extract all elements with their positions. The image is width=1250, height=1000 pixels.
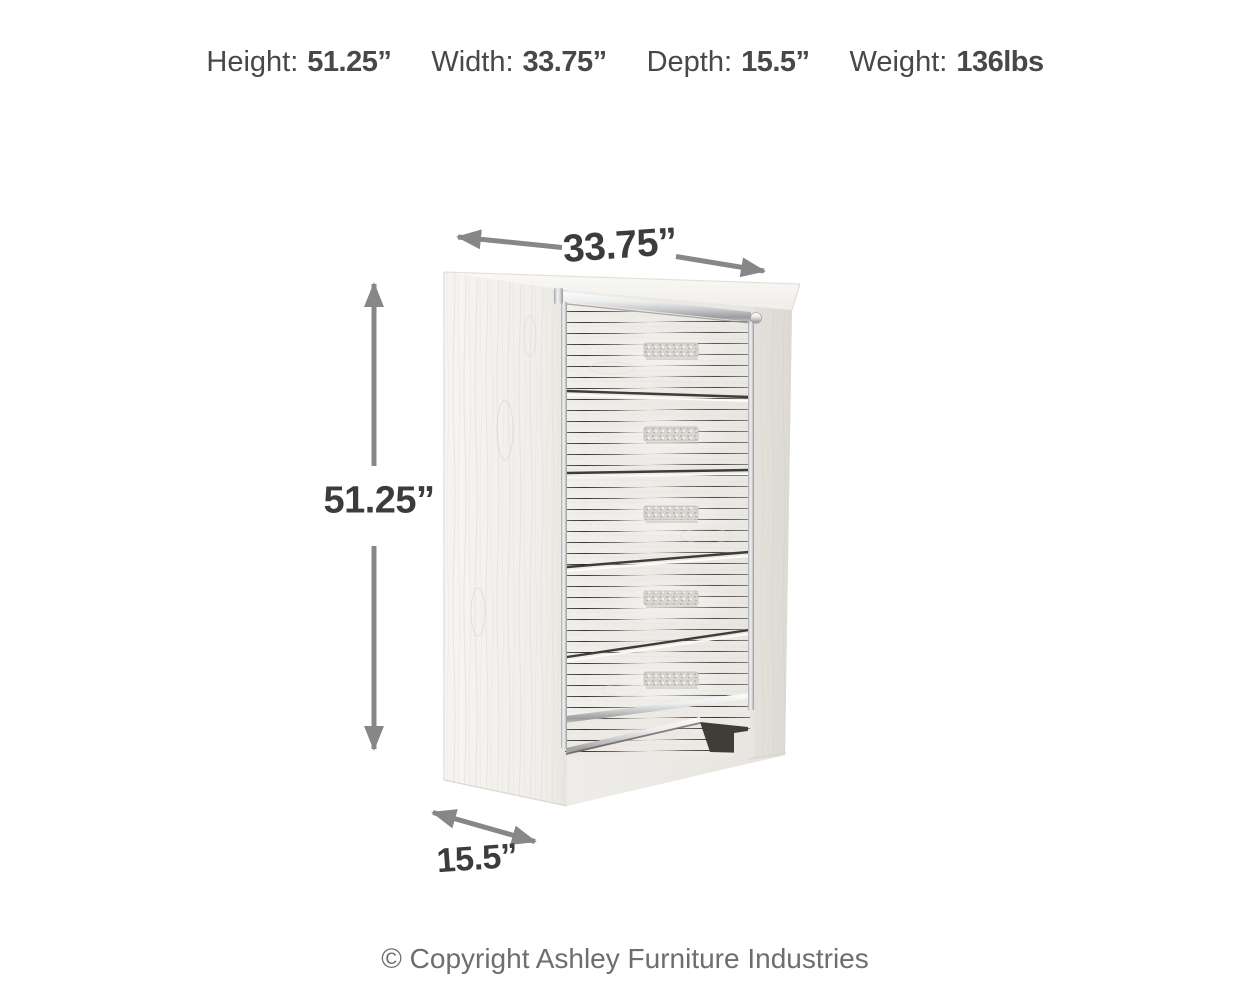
drawer-handle <box>609 328 733 380</box>
spec-value: 33.75” <box>522 46 607 78</box>
copyright-notice: © Copyright Ashley Furniture Industries <box>381 943 869 974</box>
rail-finial <box>751 313 762 324</box>
spec-value: 136lbs <box>956 46 1044 78</box>
spec-label: Height: <box>206 46 299 78</box>
spec-value: 51.25” <box>307 46 392 78</box>
width-arrow-right <box>676 257 764 272</box>
width-dimension-label: 33.75” <box>561 220 679 271</box>
height-dimension-label: 51.25” <box>323 479 435 522</box>
chest-side-panel <box>444 272 567 806</box>
spec-label: Depth: <box>646 46 733 78</box>
drawer-handle <box>609 412 733 464</box>
width-arrow-left <box>458 237 562 248</box>
spec-label: Weight: <box>849 46 948 78</box>
chest-body <box>444 272 800 806</box>
drawer-handle <box>609 657 733 709</box>
spec-label: Width: <box>431 46 514 78</box>
drawer-handle <box>609 576 733 628</box>
depth-dimension-label: 15.5” <box>435 836 519 881</box>
drawer-handle <box>609 491 733 543</box>
spec-value: 15.5” <box>741 46 810 78</box>
depth-arrow <box>433 813 535 842</box>
